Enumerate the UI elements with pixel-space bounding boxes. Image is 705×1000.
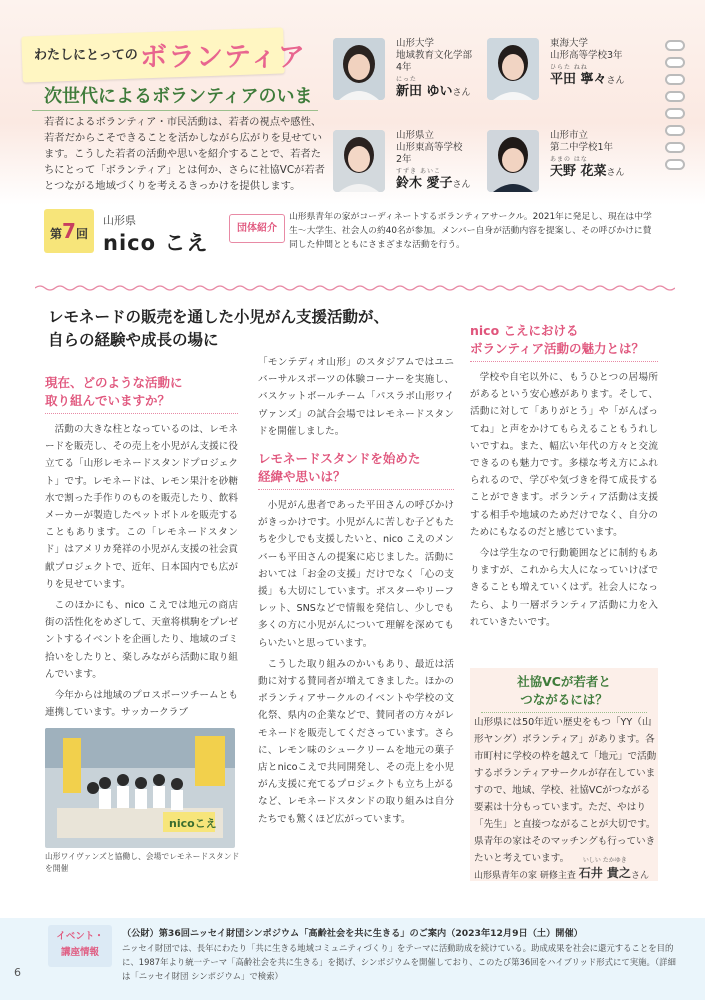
person-name: 新田 ゆい	[396, 84, 453, 99]
column-heading: レモネードスタンドを始めた 経緯や思いは？	[258, 450, 454, 490]
person-name: 平田 寧々	[550, 72, 607, 87]
binder-rings	[665, 40, 689, 176]
column-body: 「モンテディオ山形」のスタジアムではユニバーサルスポーツの体験コーナーを実施し、バスケットボールチーム「パスラボ山形ワイヴァンズ」の試合会場ではレモネードスタンドを開催しました。	[258, 357, 454, 437]
person-info: 山形大学 地域教育文化学部 4年 にった 新田 ゆいさん	[396, 38, 473, 99]
person-info: 山形県立 山形東高等学校 2年 すずき あいこ 鈴木 愛子さん	[396, 130, 471, 191]
subtitle-underline	[32, 110, 318, 111]
column-body: 学校や自宅以外に、もうひとつの居場所があるという安心感があります。そして、活動に対して「ありがとう」や「がんばってね」と声をかけてもらえることもうれしいですね。また、幅広い年代の方々と交流できるのも魅力です。多様な考え方にふれられるので、学びや気づきを得て成長することができます。ボランティア活動は支援する相手や地域のためだけでなく、自分のためにもなるのだと感じています。 今は学生なので行動範囲などに制約もありますが、これから大人になっていけばできることも増えていくはず。社会人になったら、より一層ボランティア活動に力を入れていきたいです。	[470, 372, 658, 628]
portrait-photo	[487, 38, 539, 100]
column-heading: 現在、どのような活動に 取り組んでいますか？	[45, 374, 238, 414]
photo-caption: 山形ワイヴァンズと協働し、会場でレモネードスタンドを開催	[45, 852, 240, 873]
column-body: 小児がん患者であった平田さんの呼びかけがきっかけです。小児がんに苦しむ子どもたちを少しでも支援したいと、nico こえのメンバーも平田さんの提案に応じました。活動においては「お金の支援」だけでなく「心の支援」も大切にしています。ポスターやリーフレット、SNSなどで情報を発信し、少しでも多くの方に小児がんについて理解を深めてもらいたいと思っています。 こうした取り組みのかいもあり、最近は活動に対する賛同者が増えてきました。ほかのボランティアサークルのイベントや学校の文化祭、県内の企業などで、賛同者の方々がレモネードを販売してくださっています。さらに、レモン味のシュークリームを地元の菓子店とnicoこえで共同開発し、その売上を小児がん支援に充てるプロジェクトも立ち上がるなど、レモネードスタンドの取り組みは自分たちでも驚くほど広がっています。	[258, 500, 454, 825]
banner-small-text: わたしにとっての	[34, 48, 138, 63]
portrait-photo	[487, 130, 539, 192]
portrait-photo	[333, 38, 385, 100]
intro-text: 若者によるボランティア・市民活動は、若者の視点や感性、若者だからこそできることを活かしながら広がりを見せています。こうした若者の活動や思いを紹介することで、若者たちにとって「ボランティア」とは何か、さらに社協VCが若者とつながる地域づくりを考えるきっかけを提供します。	[44, 116, 325, 192]
sidebox-text: 山形県には50年近い歴史をもつ「YY（山形ヤング）ボランティア」があります。各市町村に学校の枠を越えて「地元」で活動するボランティアサークルが存在していますので、地域、学校、社協VCがつながる要素は十分もっています。ただ、やはり「先生」と直接つながることが大切です。県青年の家はそのマッチングも行っていきたいと考えています。	[474, 717, 657, 864]
section-subtitle: 次世代によるボランティアのいま	[44, 86, 313, 107]
sidebox-signature: 山形県青年の家 研修主査 いしい たかゆき 石井 貴之さん	[474, 857, 649, 881]
group-name: nico こえ	[103, 231, 209, 255]
column-heading: nico こえにおける ボランティア活動の魅力とは？	[470, 322, 658, 362]
person-name: 鈴木 愛子	[396, 176, 453, 191]
banner-big-text: ボランティア	[140, 42, 306, 73]
group-prefecture: 山形県	[103, 214, 136, 227]
wavy-divider	[35, 283, 675, 293]
portrait-photo	[333, 130, 385, 192]
group-description: 山形県青年の家がコーディネートするボランティアサークル。2021年に発足し、現在は中学生～大学生、社会人の約40名が参加。メンバー自身が活動内容を提案し、その呼びかけに賛同した仲間とともにさまざまな活動を行う。	[289, 212, 652, 250]
column-1	[45, 374, 238, 721]
episode-badge: 第7回	[44, 209, 94, 253]
event-photo	[45, 728, 235, 848]
event-info-badge: イベント・ 講座情報	[48, 925, 112, 967]
person-info: 東海大学 山形高等学校3年 ひらた ねね 平田 寧々さん	[550, 38, 625, 87]
sidebox-heading: 社協VCが若者と つながるには？	[481, 673, 647, 713]
event-title: （公財）第36回ニッセイ財団シンポジウム「高齢社会を共に生きる」のご案内（2023年12月9日（土）開催）	[122, 928, 583, 939]
column-body: 活動の大きな柱となっているのは、レモネードを販売し、その売上を小児がん支援に役立てる「山形レモネードスタンドプロジェクト」です。レモネードは、レモン果汁を砂糖水で割った手作りのものを販売したり、飲料メーカーが製造したペットボトルを販売することもあります。この「レモネードスタンド」はアメリカ発祥の小児がん支援の社会貢献プロジェクトで、近年、日本国内でも広がりを見せています。 このほかにも、nico こえでは地元の商店街の活性化をめざして、天童将棋駒をプレゼントするイベントを企画したり、地域のゴミ拾いをしたりと、楽しみながら活動に取り組んでいます。 今年からは地域のプロスポーツチームとも連携しています。サッカークラブ	[45, 424, 238, 719]
photo-sign-text: nicoこえ	[169, 817, 217, 830]
article-title: レモネードの販売を通した小児がん支援活動が、 自らの経験や成長の場に	[48, 308, 390, 349]
person-name: 天野 花菜	[550, 164, 607, 179]
column-2	[258, 354, 454, 828]
page-number: 6	[14, 966, 21, 979]
event-description: ニッセイ財団では、長年にわたり「共に生きる地域コミュニティづくり」をテーマに活動助成を続けている。助成成果を社会に還元することを目的に、1987年より統一テーマ「高齢社会を共に生きる」を掲げ、シンポジウムを開催しており、このたび第36回をハイブリッド形式にて実施。（詳細は「ニッセイ財団 シンポジウム」で検索）	[122, 943, 676, 981]
group-intro-tag: 団体紹介	[229, 214, 285, 243]
column-3	[470, 322, 658, 631]
person-info: 山形市立 第二中学校1年 あまの はな 天野 花菜さん	[550, 130, 625, 179]
